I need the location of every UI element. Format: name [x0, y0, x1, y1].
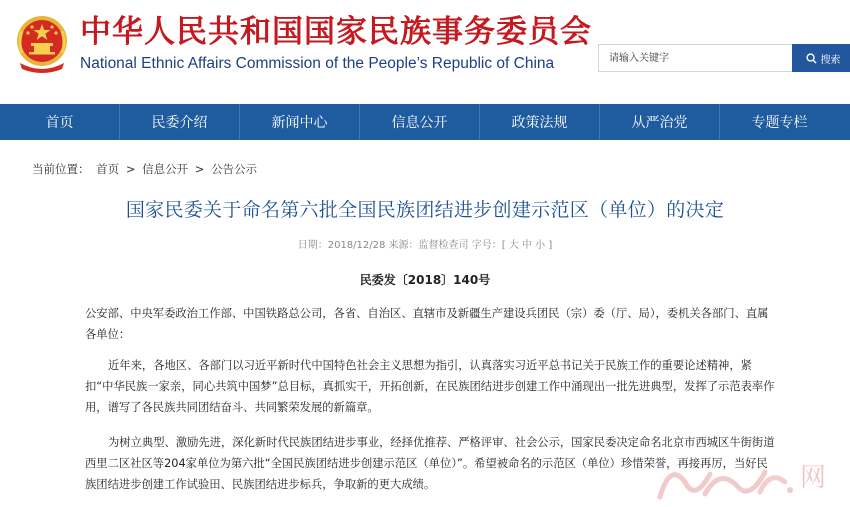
site-title-en: National Ethnic Affairs Commission of the People’s Republic of China: [80, 55, 555, 72]
breadcrumb-separator: >: [125, 162, 136, 176]
watermark-logo: [650, 452, 850, 507]
search-input[interactable]: [598, 44, 795, 72]
document-number: 民委发〔2018〕140号: [359, 273, 491, 287]
breadcrumb-announcements[interactable]: 公告公示: [211, 162, 258, 176]
nav-item-about[interactable]: 民委介绍: [151, 115, 208, 131]
article-title: 国家民委关于命名第六批全国民族团结进步创建示范区（单位）的决定: [125, 199, 725, 221]
article-meta: [0, 236, 850, 251]
search-button-label: 搜索: [820, 54, 841, 66]
nav-item-home[interactable]: 首页: [45, 115, 74, 131]
nav-item-special-topics[interactable]: 专题专栏: [751, 115, 808, 131]
breadcrumb-separator: >: [194, 162, 205, 176]
article-paragraph: 近年来，各地区、各部门以习近平新时代中国特色社会主义思想为指引，认真落实习近平总书记关于民族工作的重要论述精神，紧扣“中华民族一家亲，同心共筑中国梦”总目标，真抓实干，开拓创新，在民族团结进步创建工作中涌现出一批先进典型，发挥了示范表率作用，谱写了各民族共同团结奋斗、共同繁荣发展的新篇章。: [85, 359, 775, 414]
site-header: [0, 0, 850, 104]
nav-item-news[interactable]: 新闻中心: [271, 115, 328, 131]
breadcrumb-home[interactable]: 首页: [96, 162, 120, 176]
national-emblem-icon: [12, 13, 72, 75]
font-size-switcher[interactable]: [ 大 中 小 ]: [501, 240, 553, 251]
breadcrumb: [32, 161, 260, 177]
search-icon: [806, 53, 817, 64]
article-paragraph: 为树立典型、激励先进，深化新时代民族团结进步事业，经择优推荐、严格评审、社会公示，国家民委决定命名北京市西城区牛街街道西里二区社区等204家单位为第六批“全国民族团结进步创建示范区（单位）”。希望被命名的示范区（单位）珍惜荣誉，再接再厉，当好民族团结进步创建工作试验田、民族团结进步标兵，争取新的更大成绩。: [85, 436, 775, 491]
main-nav: [0, 104, 850, 140]
nav-item-policy[interactable]: 政策法规: [511, 115, 568, 131]
article-date: 日期：2018/12/28: [297, 240, 386, 251]
site-title-cn: 中华人民共和国国家民族事务委员会: [80, 14, 592, 50]
article-source: 来源：监督检查司: [388, 240, 469, 251]
search-bar: [598, 44, 850, 72]
nav-item-party-discipline[interactable]: 从严治党: [631, 115, 688, 131]
watermark-text: 网: [800, 463, 827, 493]
search-button[interactable]: [792, 44, 850, 72]
article-paragraph: 公安部、中央军委政治工作部、中国铁路总公司，各省、自治区、直辖市及新疆生产建设兵团民（宗）委（厅、局），委机关各部门、直属各单位：: [85, 307, 769, 341]
nav-item-info-disclosure[interactable]: 信息公开: [391, 115, 448, 131]
breadcrumb-label: 当前位置：: [32, 162, 90, 176]
font-size-label: 字号：: [471, 240, 502, 251]
breadcrumb-info-disclosure[interactable]: 信息公开: [142, 162, 189, 176]
